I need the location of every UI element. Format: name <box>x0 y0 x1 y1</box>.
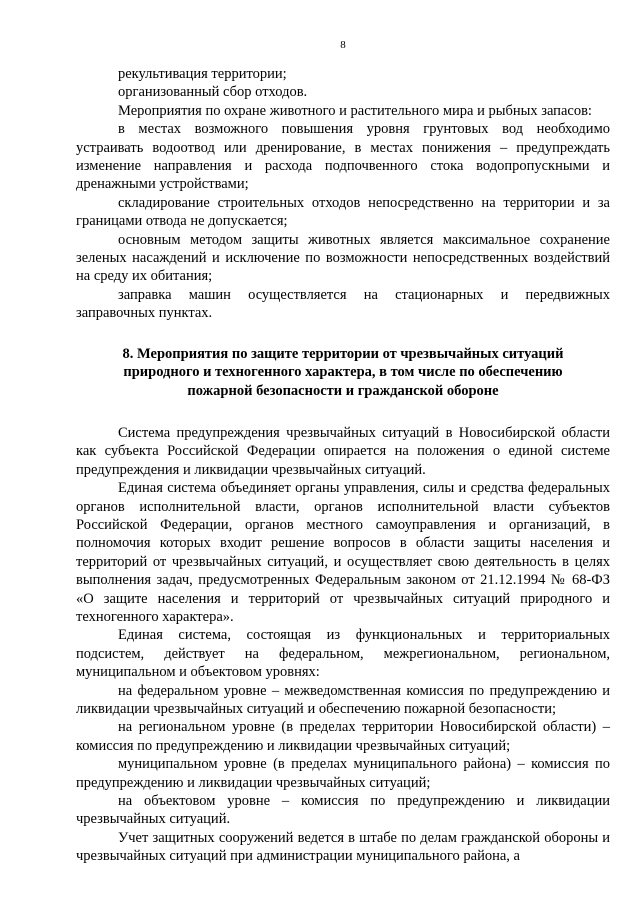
paragraph: Учет защитных сооружений ведется в штабе по делам гражданской обороны и чрезвычайных ситуаций при администрации муниципального района, а <box>76 829 610 865</box>
paragraph: складирование строительных отходов непосредственно на территории и за границами отвода не допускается; <box>76 194 610 230</box>
paragraph: на региональном уровне (в пределах территории Новосибирской области) – комиссия по предупреждению и ликвидации чрезвычайных ситуаций; <box>76 719 610 754</box>
document-page <box>76 0 610 905</box>
section-heading: 8. Мероприятия по защите территории от чрезвычайных ситуаций природного и техногенного характера, в том числе по обеспечению пожарной безопасности и гражданской обороне <box>122 345 564 399</box>
paragraph: основным методом защиты животных является максимальное сохранение зеленых насаждений и исключение по возможности непосредственных воздействий на среду их обитания; <box>76 231 610 285</box>
paragraph: муниципальном уровне (в пределах муниципального района) – комиссия по предупреждению и ликвидации чрезвычайных ситуаций; <box>76 756 610 791</box>
paragraph: заправка машин осуществляется на стационарных и передвижных заправочных пунктах. <box>76 286 610 322</box>
paragraph: организованный сбор отходов. <box>118 84 308 101</box>
paragraph: Система предупреждения чрезвычайных ситуаций в Новосибирской области как субъекта Российской Федерации опирается на положения о единой системе предупреждения и ликвидации чрезвычайных ситуаций. <box>76 424 610 478</box>
paragraph: на объектовом уровне – комиссия по предупреждению и ликвидации чрезвычайных ситуаций. <box>76 793 610 828</box>
page-number: 8 <box>340 39 346 51</box>
paragraph: Мероприятия по охране животного и растительного мира и рыбных запасов: <box>118 102 592 119</box>
paragraph: на федеральном уровне – межведомственная комиссия по предупреждению и ликвидации чрезвычайных ситуаций и обеспечению пожарной безопасности; <box>76 682 610 717</box>
paragraph: в местах возможного повышения уровня грунтовых вод необходимо устраивать водоотвод или дренирование, в местах понижения – предупреждать изменение направления и расхода подпочвенного стока водопропускными и дренажными устройствами; <box>76 121 610 193</box>
document-body <box>76 65 610 866</box>
paragraph: Единая система объединяет органы управления, силы и средства федеральных органов исполнительной власти, органов исполнительной власти субъектов Российской Федерации, органов местного самоуправления и организаций, в полномочия которых входит решение вопросов в области защиты населения и территорий от чрезвычайных ситуаций, и осуществляет свою деятельность в целях выполнения задач, предусмотренных Федеральным законом от 21.12.1994 № 68-ФЗ «О защите населения и территорий от чрезвычайных ситуаций природного и техногенного характера». <box>76 480 610 625</box>
paragraph: рекультивация территории; <box>118 66 287 82</box>
paragraph: Единая система, состоящая из функциональных и территориальных подсистем, действует на федеральном, межрегиональном, региональном, муниципальном и объектовом уровнях: <box>76 627 610 681</box>
